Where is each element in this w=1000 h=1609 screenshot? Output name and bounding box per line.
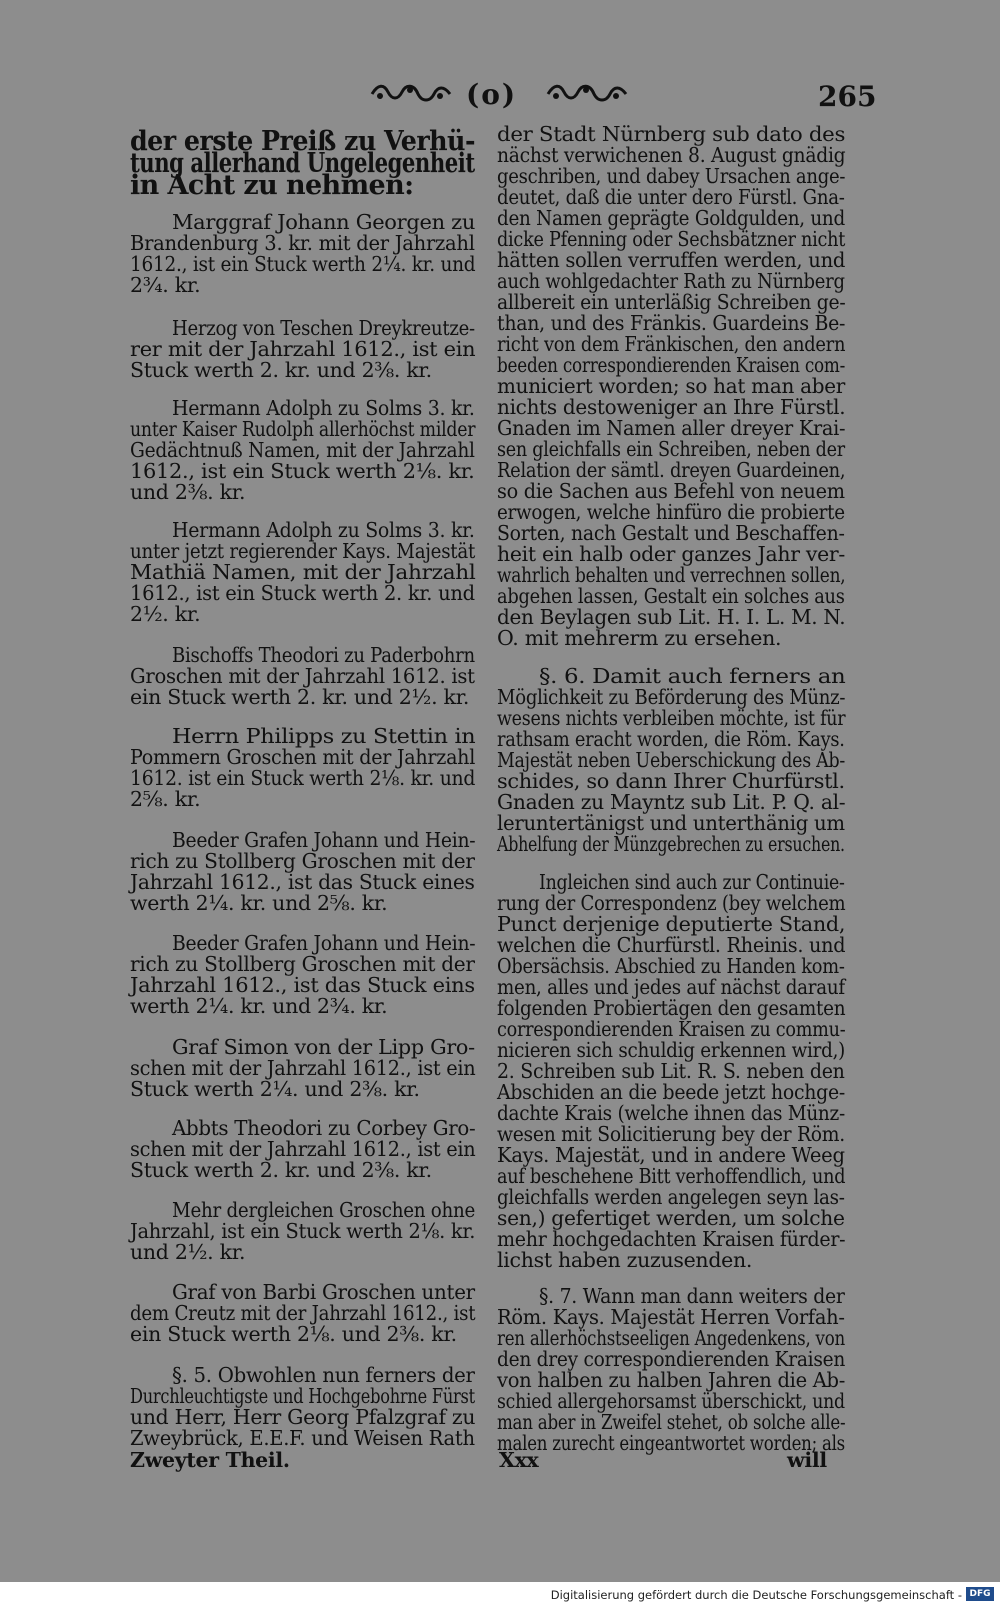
text-line: schides, so dann Ihrer Churfürstl. xyxy=(497,769,845,793)
text-line: rich zu Stollberg Groschen mit der xyxy=(130,849,475,873)
text-line: rathsam eracht worden, die Röm. Kays. xyxy=(497,727,845,751)
text-line: correspondierenden Kraisen zu commu- xyxy=(497,1017,846,1041)
text-line: municiert worden; so hat man aber xyxy=(497,374,846,398)
text-line: §. 6. Damit auch ferners an xyxy=(539,664,846,688)
text-line: sen gleichfalls ein Schreiben, neben der xyxy=(497,437,845,461)
text-line: unter jetzt regierender Kays. Majestät xyxy=(130,539,476,563)
text-line: Marggraf Johann Georgen zu xyxy=(172,210,476,234)
text-line: Abhelfung der Münzgebrechen zu ersuchen. xyxy=(497,832,845,856)
text-line: Herrn Philipps zu Stettin in xyxy=(172,724,476,748)
text-line: 2. Schreiben sub Lit. R. S. neben den xyxy=(497,1059,845,1083)
text-line: 1612., ist ein Stuck werth 2¼. kr. und xyxy=(130,252,476,276)
text-line: folgenden Probiertägen den gesamten xyxy=(497,996,846,1020)
text-line: und 2½. kr. xyxy=(130,1240,246,1264)
text-line: O. mit mehrerm zu ersehen. xyxy=(497,626,782,650)
text-line: Durchleuchtigste und Hochgebohrne Fürst xyxy=(130,1384,475,1408)
text-line: 1612., ist ein Stuck werth 2. kr. und xyxy=(130,581,475,605)
text-line: schen mit der Jahrzahl 1612., ist ein xyxy=(130,1137,476,1161)
text-line: Mathiä Namen, mit der Jahrzahl xyxy=(130,560,476,584)
text-line: unter Kaiser Rudolph allerhöchst milder xyxy=(130,417,476,441)
text-line: auf beschehene Bitt verhoffendlich, und xyxy=(497,1164,846,1188)
text-line: heit ein halb oder ganzes Jahr ver- xyxy=(497,542,846,566)
text-line: dem Creutz mit der Jahrzahl 1612., ist xyxy=(130,1301,476,1325)
text-line: Majestät neben Ueberschickung des Ab- xyxy=(497,748,845,772)
folio-mark: (o) xyxy=(466,78,518,111)
text-line: Jahrzahl 1612., ist das Stuck eins xyxy=(130,973,475,997)
text-line: geschriben, und dabey Ursachen ange- xyxy=(497,164,846,188)
text-line: ein Stuck werth 2⅛. und 2⅜. kr. xyxy=(130,1322,457,1346)
text-line: Jahrzahl 1612., ist das Stuck eines xyxy=(130,870,475,894)
text-line: 2⅝. kr. xyxy=(130,787,201,811)
text-line: auch wohlgedachter Rath zu Nürnberg xyxy=(497,269,845,293)
text-line: Stuck werth 2. kr. und 2⅜. kr. xyxy=(130,1158,432,1182)
text-line: so die Sachen aus Befehl von neuem xyxy=(497,479,845,503)
text-line: mehr hochgedachten Kraisen fürder- xyxy=(497,1227,846,1251)
text-line: Graf Simon von der Lipp Gro- xyxy=(172,1035,475,1059)
text-line: leruntertänigst und unterthänig um xyxy=(497,811,845,835)
text-line: Relation der sämtl. dreyen Guardeinen, xyxy=(497,458,846,482)
text-line: Stuck werth 2¼. und 2⅜. kr. xyxy=(130,1077,420,1101)
text-line: werth 2¼. kr. und 2⅝. kr. xyxy=(130,891,388,915)
text-line: nicieren sich schuldig erkennen wird,) xyxy=(497,1038,846,1062)
text-line: man aber in Zweifel stehet, ob solche alle- xyxy=(497,1410,846,1434)
text-line: Obersächsis. Abschied zu Handen kom- xyxy=(497,954,845,978)
text-line: sen,) gefertiget werden, um solche xyxy=(497,1206,845,1230)
footer-credit: Digitalisierung gefördert durch die Deutsche Forschungsgemeinschaft - xyxy=(550,1588,962,1602)
text-line: erwogen, welche hinfüro die probierte xyxy=(497,500,845,524)
text-line: schied allergehorsamst überschickt, und xyxy=(497,1389,845,1413)
heading-line: tung allerhand Ungelegenheit xyxy=(130,148,475,179)
text-line: abgehen lassen, Gestalt ein solches aus xyxy=(497,584,845,608)
text-line: wesens nichts verbleiben möchte, ist für xyxy=(497,706,846,730)
text-line: gleichfalls werden angelegen seyn las- xyxy=(497,1185,845,1209)
text-line: Pommern Groschen mit der Jahrzahl xyxy=(130,745,476,769)
text-line: Ingleichen sind auch zur Continuie- xyxy=(539,870,845,894)
text-line: rung der Correspondenz (bey welchem xyxy=(497,891,846,915)
text-line: Hermann Adolph zu Solms 3. kr. xyxy=(172,518,475,542)
ornament-left-icon xyxy=(370,84,452,104)
text-line: nichts destoweniger an Ihre Fürstl. xyxy=(497,395,846,419)
heading-line: in Acht zu nehmen: xyxy=(130,170,414,201)
text-line: rer mit der Jahrzahl 1612., ist ein xyxy=(130,337,476,361)
text-line: Stuck werth 2. kr. und 2⅜. kr. xyxy=(130,358,432,382)
dfg-logo-icon: DFG xyxy=(966,1587,994,1601)
text-line: Röm. Kays. Majestät Herren Vorfah- xyxy=(497,1305,845,1329)
signature-mark: Xxx xyxy=(499,1448,539,1472)
text-line: 2½. kr. xyxy=(130,602,201,626)
text-line: Mehr dergleichen Groschen ohne xyxy=(172,1198,476,1222)
text-line: wahrlich behalten und verrechnen sollen, xyxy=(497,563,846,587)
text-line: beeden correspondierenden Kraisen com- xyxy=(497,353,846,377)
text-line: Möglichkeit zu Beförderung des Münz- xyxy=(497,685,846,709)
text-line: ein Stuck werth 2. kr. und 2½. kr. xyxy=(130,685,470,709)
text-line: Groschen mit der Jahrzahl 1612. ist xyxy=(130,664,475,688)
text-line: werth 2¼. kr. und 2¾. kr. xyxy=(130,994,388,1018)
text-line: und Herr, Herr Georg Pfalzgraf zu xyxy=(130,1405,476,1429)
text-line: Jahrzahl, ist ein Stuck werth 2⅛. kr. xyxy=(130,1219,476,1243)
text-line: nächst verwichenen 8. August gnädig xyxy=(497,143,846,167)
text-line: wesen mit Solicitierung bey der Röm. xyxy=(497,1122,845,1146)
text-line: den drey correspondierenden Kraisen xyxy=(497,1347,846,1371)
text-line: 2¾. kr. xyxy=(130,273,201,297)
text-line: Abschiden an die beede jetzt hochge- xyxy=(497,1080,845,1104)
text-line: Punct derjenige deputierte Stand, xyxy=(497,912,846,936)
text-line: Hermann Adolph zu Solms 3. kr. xyxy=(172,396,475,420)
page-number: 265 xyxy=(818,80,877,113)
text-line: 1612. ist ein Stuck werth 2⅛. kr. und xyxy=(130,766,476,790)
text-line: Abbts Theodori zu Corbey Gro- xyxy=(172,1116,476,1140)
text-line: §. 5. Obwohlen nun ferners der xyxy=(172,1363,475,1387)
text-line: Herzog von Teschen Dreykreutze- xyxy=(172,316,475,340)
footer-bar xyxy=(0,1582,1000,1609)
text-line: der Stadt Nürnberg sub dato des xyxy=(497,122,846,146)
text-line: deutet, daß die unter dero Fürstl. Gna- xyxy=(497,185,845,209)
text-line: rich zu Stollberg Groschen mit der xyxy=(130,952,475,976)
text-line: Bischoffs Theodori zu Paderbohrn xyxy=(172,643,475,667)
text-line: §. 7. Wann man dann weiters der xyxy=(539,1284,845,1308)
text-line: Gedächtnuß Namen, mit der Jahrzahl xyxy=(130,438,475,462)
text-line: Beeder Grafen Johann und Hein- xyxy=(172,931,476,955)
text-line: Graf von Barbi Groschen unter xyxy=(172,1280,475,1304)
text-line: und 2⅜. kr. xyxy=(130,480,246,504)
text-line: men, alles und jedes auf nächst darauf xyxy=(497,975,845,999)
text-line: hätten sollen verruffen werden, und xyxy=(497,248,846,272)
text-line: schen mit der Jahrzahl 1612., ist ein xyxy=(130,1056,476,1080)
text-line: than, und des Fränkis. Guardeins Be- xyxy=(497,311,846,335)
text-line: den Namen geprägte Goldgulden, und xyxy=(497,206,845,230)
text-line: dachte Krais (welche ihnen das Münz- xyxy=(497,1101,845,1125)
heading-line: der erste Preiß zu Verhü- xyxy=(130,126,475,157)
text-line: Beeder Grafen Johann und Hein- xyxy=(172,828,476,852)
signature-mark: Zweyter Theil. xyxy=(130,1448,290,1472)
text-line: welchen die Churfürstl. Rheinis. und xyxy=(497,933,846,957)
text-line: Sorten, nach Gestalt und Beschaffen- xyxy=(497,521,845,545)
text-line: ren allerhöchstseeligen Angedenkens, von xyxy=(497,1326,845,1350)
text-line: Gnaden zu Mayntz sub Lit. P. Q. al- xyxy=(497,790,846,814)
text-line: Gnaden im Namen aller dreyer Krai- xyxy=(497,416,846,440)
text-line: lichst haben zuzusenden. xyxy=(497,1248,753,1272)
text-line: richt von dem Fränkischen, den andern xyxy=(497,332,846,356)
text-line: malen zurecht eingeantwortet worden; als xyxy=(497,1431,845,1455)
text-line: Zweybrück, E.E.F. und Weisen Rath xyxy=(130,1426,475,1450)
text-line: Brandenburg 3. kr. mit der Jahrzahl xyxy=(130,231,475,255)
text-line: 1612., ist ein Stuck werth 2⅛. kr. xyxy=(130,459,475,483)
text-line: dicke Pfenning oder Sechsbätzner nicht xyxy=(497,227,846,251)
text-line: allbereit ein unterläßig Schreiben ge- xyxy=(497,290,846,314)
ornament-right-icon xyxy=(546,84,628,104)
catchword: will xyxy=(787,1448,827,1472)
text-line: von halben zu halben Jahren die Ab- xyxy=(497,1368,846,1392)
text-line: Kays. Majestät, und in andere Weeg xyxy=(497,1143,845,1167)
text-line: den Beylagen sub Lit. H. I. L. M. N. xyxy=(497,605,846,629)
